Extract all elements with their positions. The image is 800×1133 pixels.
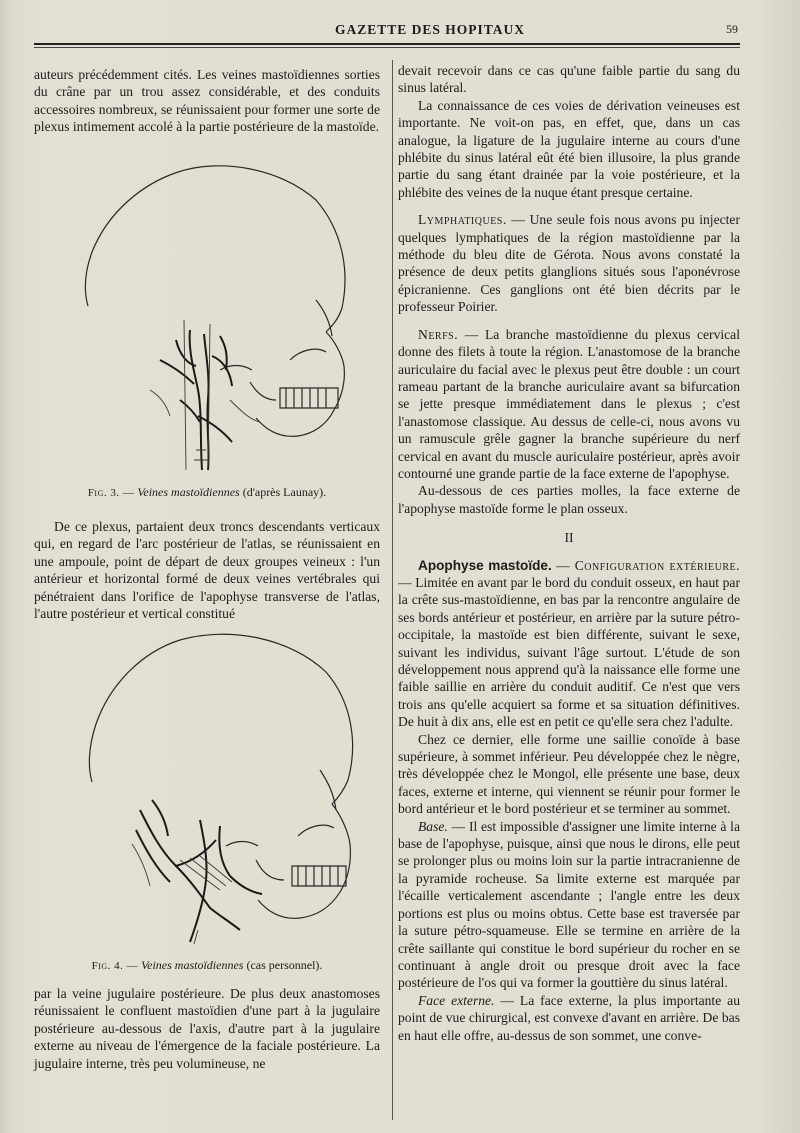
section-text: — La face externe, la plus importante au point de vue chirurgical, est convexe d'avant en arrière. De bas en haut elle offre, au-dessus de son sommet, une conve- [398,992,740,1043]
header-rule-thin [34,47,740,48]
section-text: — Une seule fois nous avons pu injecter quelques lymphatiques de la région mastoïdienne par la méthode du bleu dite de Gérota. Nous avons constaté la présence de deux petits glanglions situés sous l'aponévrose épicranienne. Ces ganglions ont été bien décrits par le professeur Poirier. [398,212,740,315]
figure-3-caption [34,485,380,500]
running-header: GAZETTE DES HOPITAUX [334,22,526,37]
page-number: 59 [726,22,738,36]
figure-source: (cas personnel). [246,958,323,972]
figure-4-caption [34,958,380,973]
section-nerfs [398,326,740,483]
section-heading: Apophyse mastoïde. [418,557,552,573]
run-in-heading: Base. [418,818,448,834]
section-apophyse [398,557,740,731]
figure-3-skull-illustration [80,160,360,480]
run-in-heading: Nerfs. [418,326,459,342]
right-column [398,62,740,1044]
header-rule [34,43,740,45]
paragraph: De ce plexus, partaient deux troncs descendants verticaux qui, en regard de l'arc postérieur de l'atlas, se réunissaient en une ampoule, point de départ de deux groupes veineux : l'un antérieur et horizontal formé de deux veines vertébrales qui pénétraient dans l'orifice de l'apophyse transverse de l'atlas, l'autre postérieur et vertical constitué [34,519,380,622]
figure-label: Fig. 4. — [91,960,139,972]
figure-title: Veines mastoïdiennes [141,958,244,972]
column-divider [392,60,393,1120]
section-lymphatiques [398,211,740,315]
paragraph: devait recevoir dans ce cas qu'une faible partie du sang du sinus latéral. [398,63,740,96]
left-para-2 [34,518,380,622]
paragraph: Au-dessous de ces parties molles, la face externe de l'apophyse mastoïde forme le plan osseux. [398,483,740,516]
section-text: — Il est impossible d'assigner une limite interne à la base de l'apophyse, puisque, ainsi que nous le dirons, elle peut se prolonger plus ou moins loin sur la partie intracranienne de la pyramide rocheuse. Sa limite externe est marquée par l'écaille verticalement ascendante ; l'angle entre les deux portions est plus ou moins obtus. Cette base est traversée par la suture pétro-squameuse. Elle se termine en arrière de la crête saillante qui constitue le bord supérieur du rocher en se continuant à angle droit ou presque droit avec la face postérieure de l'os qui va former la gouttière du sinus latéral. [398,818,740,991]
paragraph: La connaissance de ces voies de dérivation veineuses est importante. Ne voit-on pas, en effet, que, dans un cas analogue, la ligature de la jugulaire interne au cours d'une phlébite du sinus latéral eût été bien illusoire, la plus grande partie du sang étant drainée par la voie postérieure, et la phlébite des veines de la nuque étant presque certaine. [398,97,740,200]
left-para-3 [34,985,380,1072]
paragraph: par la veine jugulaire postérieure. De plus deux anastomoses réunissaient le confluent mastoïdien d'une part à la jugulaire postérieure au-dessous de l'axis, d'autre part à la jugulaire externe au niveau de l'émergence de la faciale postérieure. La jugulaire interne, très peu volumineuse, ne [34,986,380,1071]
figure-4-skull-illustration [80,630,370,950]
subsection-heading: — Configuration extérieure. [555,557,740,573]
figure-source: (d'après Launay). [242,485,327,499]
section-number: II [564,530,574,546]
section-base [398,818,740,992]
figure-title: Veines mastoïdiennes [137,485,240,499]
section-text: — La branche mastoïdienne du plexus cervical donne des filets à toute la région. L'anastomose de la branche auriculaire du facial avec le plexus peut être double : un court rameau partant de la branche auriculaire avant sa bifurcation se jette presque immédiatement dans le plexus ; c'est l'anastomose classique. Au dessus de celle-ci, nous avons vu un ramuscule grêle gagner la branche supérieure du nerf cervical en avant du muscle auriculaire postérieur, après avoir contourné une grande partie de la face externe de l'apophyse. [398,326,740,481]
figure-label: Fig. 3. — [87,487,135,499]
section-face-externe [398,992,740,1044]
run-in-heading: Lymphatiques. [418,212,507,228]
section-text: — Limitée en avant par le bord du conduit osseux, en haut par la crête sus-mastoïdienne, en bas par la rencontre angulaire de ses bords antérieur et postérieur, en arrière par la suture pétro-occipitale, la mastoïde est bien différente, suivant le sexe, suivant les individus, suivant l'âge surtout. L'étude de son développement nous apprend qu'à la naissance elle forme une faible saillie en arrière du conduit auditif. Ce n'est que vers trois ans qu'elle acquiert sa forme et sa situation définitives. De huit à dix ans, elle est en petit ce qu'elle sera chez l'adulte. [398,574,740,730]
run-in-heading: Face externe. [418,992,495,1008]
left-para-1 [34,66,380,136]
paragraph: Chez ce dernier, elle forme une saillie conoïde à base supérieure, à sommet inférieur. Peu développée chez le nègre, très développée chez le Mongol, elle présente une base, deux faces, externe et interne, qui viennent se réunir pour former le bord antérieur et le bord postérieur et se terminer au sommet. [398,731,740,817]
paragraph: auteurs précédemment cités. Les veines mastoïdiennes sorties du crâne par un trou assez considérable, et des conduits accessoires nombreux, se réunissaient pour former une sorte de plexus intimement accolé à la partie postérieure de la mastoïde. [34,67,380,135]
